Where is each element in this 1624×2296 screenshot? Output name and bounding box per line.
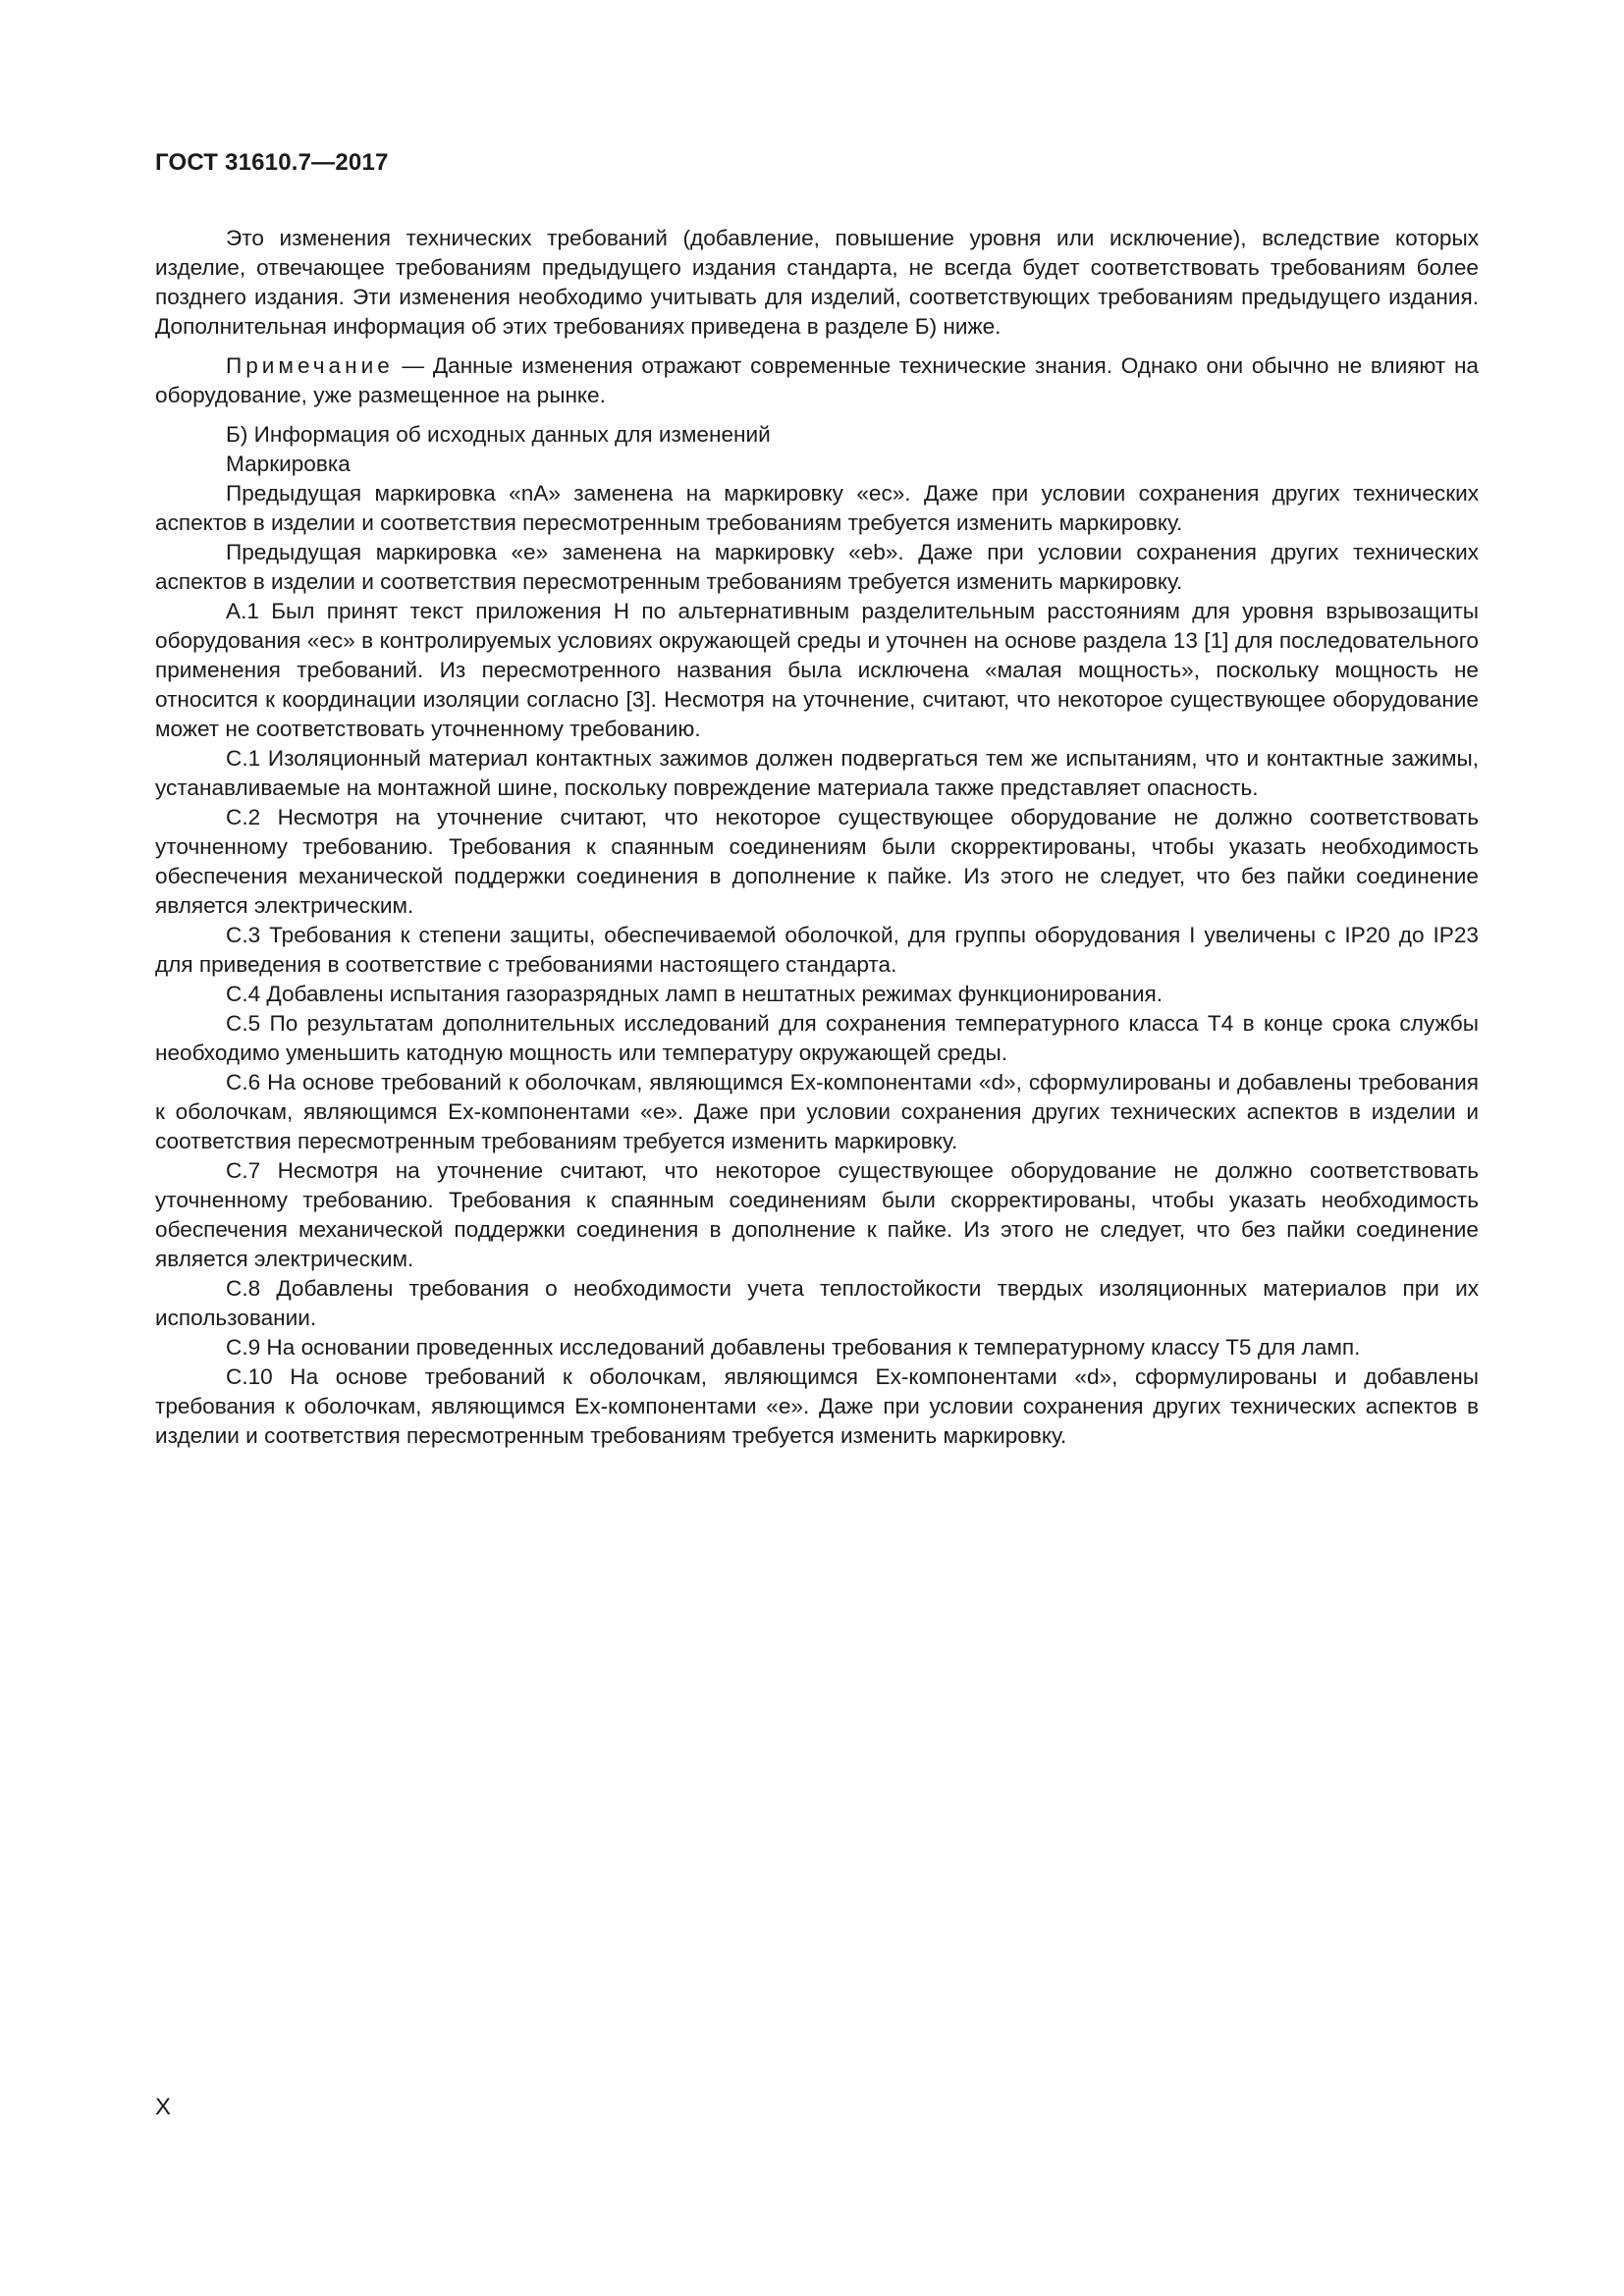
paragraph-c1: С.1 Изоляционный материал контактных зажимов должен подвергаться тем же испытаниям, что и контактные зажимы, устанавливаемые на монтажной шине, поскольку повреждение материала также представляет опасность.	[155, 746, 1479, 800]
document-body	[155, 224, 1479, 1451]
paragraph-marking-na: Предыдущая маркировка «nA» заменена на маркировку «ec». Даже при условии сохранения других технических аспектов в изделии и соответствия пересмотренным требованиям требуется изменить маркировку.	[155, 481, 1479, 535]
intro-paragraph: Это изменения технических требований (добавление, повышение уровня или исключение), вследствие которых изделие, отвечающее требованиям предыдущего издания стандарта, не всегда будет соответствовать требованиям более позднего издания. Эти изменения необходимо учитывать для изделий, соответствующих требованиям предыдущего издания. Дополнительная информация об этих требованиях приведена в разделе Б) ниже.	[155, 226, 1479, 339]
paragraph-c2: С.2 Несмотря на уточнение считают, что некоторое существующее оборудование не должно соответствовать уточненному требованию. Требования к спаянным соединениям были скорректированы, чтобы указать необходимость обеспечения механической поддержки соединения в дополнение к пайке. Из этого не следует, что без пайки соединение является электрическим.	[155, 805, 1479, 918]
paragraph-c8: С.8 Добавлены требования о необходимости учета теплостойкости твердых изоляционных материалов при их использовании.	[155, 1276, 1479, 1330]
paragraph-c10: С.10 На основе требований к оболочкам, являющимся Ex-компонентами «d», сформулированы и добавлены требования к оболочкам, являющимся Ex-компонентами «e». Даже при условии сохранения других технических аспектов в изделии и соответствия пересмотренным требованиям требуется изменить маркировку.	[155, 1364, 1479, 1448]
document-header: ГОСТ 31610.7—2017	[155, 149, 389, 176]
page-number: X	[155, 2094, 172, 2120]
section-b-subtitle: Маркировка	[226, 452, 351, 476]
paragraph-c6: С.6 На основе требований к оболочкам, являющимся Ex-компонентами «d», сформулированы и добавлены требования к оболочкам, являющимся Ex-компонентами «e». Даже при условии сохранения других технических аспектов в изделии и соответствия пересмотренным требованиям требуется изменить маркировку.	[155, 1070, 1479, 1153]
paragraph-c4: С.4 Добавлены испытания газоразрядных ламп в нештатных режимах функционирования.	[226, 982, 1164, 1006]
note-paragraph	[155, 351, 1479, 410]
section-b-title: Б) Информация об исходных данных для изменений	[226, 422, 771, 447]
note-label: Примечание	[226, 353, 394, 378]
note-text: — Данные изменения отражают современные технические знания. Однако они обычно не влияют на оборудование, уже размещенное на рынке.	[155, 353, 1479, 407]
paragraph-marking-e: Предыдущая маркировка «e» заменена на маркировку «eb». Даже при условии сохранения других технических аспектов в изделии и соответствия пересмотренным требованиям требуется изменить маркировку.	[155, 540, 1479, 594]
paragraph-a1: А.1 Был принят текст приложения Н по альтернативным разделительным расстояниям для уровня взрывозащиты оборудования «ec» в контролируемых условиях окружающей среды и уточнен на основе раздела 13 [1] для последовательного применения требований. Из пересмотренного названия была исключена «малая мощность», поскольку мощность не относится к координации изоляции согласно [3]. Несмотря на уточнение, считают, что некоторое существующее оборудование может не соответствовать уточненному требованию.	[155, 599, 1479, 741]
paragraph-c7: С.7 Несмотря на уточнение считают, что некоторое существующее оборудование не должно соответствовать уточненному требованию. Требования к спаянным соединениям были скорректированы, чтобы указать необходимость обеспечения механической поддержки соединения в дополнение к пайке. Из этого не следует, что без пайки соединение является электрическим.	[155, 1158, 1479, 1271]
paragraph-c9: С.9 На основании проведенных исследований добавлены требования к температурному классу Т5 для ламп.	[226, 1335, 1361, 1360]
paragraph-c5: С.5 По результатам дополнительных исследований для сохранения температурного класса Т4 в конце срока службы необходимо уменьшить катодную мощность или температуру окружающей среды.	[155, 1011, 1479, 1065]
paragraph-c3: С.3 Требования к степени защиты, обеспечиваемой оболочкой, для группы оборудования I увеличены с IP20 до IP23 для приведения в соответствие с требованиями настоящего стандарта.	[155, 923, 1479, 977]
